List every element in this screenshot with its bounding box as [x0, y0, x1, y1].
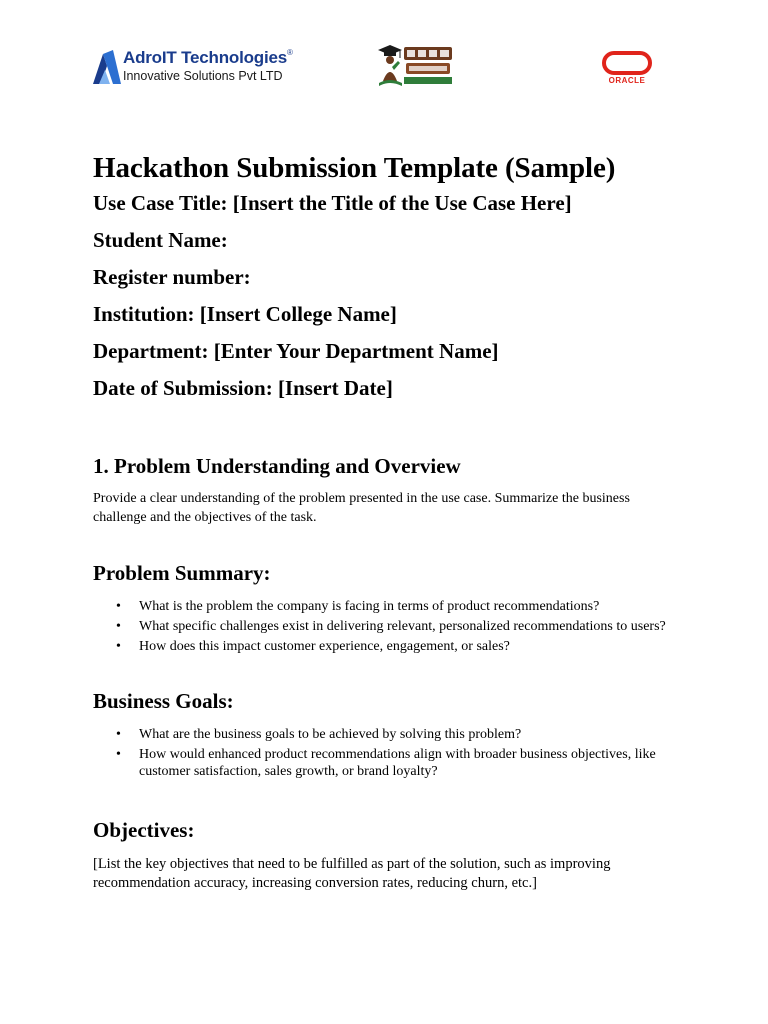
oracle-logo [601, 50, 653, 88]
oracle-ring-icon [601, 50, 653, 76]
list-item [93, 726, 683, 743]
oracle-wordmark: ORACLE [608, 76, 646, 85]
list-item [93, 598, 683, 615]
adroit-mark-icon [93, 50, 121, 84]
list-item-text: What specific challenges exist in delivering relevant, personalized recommendations to users? [139, 619, 666, 634]
department-line: Department: [Enter Your Department Name] [93, 339, 499, 363]
list-item-text: How does this impact customer experience, engagement, or sales? [139, 639, 510, 654]
problem-summary-heading: Problem Summary: [93, 561, 271, 585]
submission-details [93, 185, 683, 407]
adroit-logo [93, 46, 308, 90]
bullet-icon: • [116, 747, 121, 762]
problem-summary-list [93, 598, 683, 655]
section-intro: Provide a clear understanding of the problem presented in the use case. Summarize the business challenge and the objectives of the task. [93, 491, 630, 525]
register-number-line: Register number: [93, 265, 251, 289]
adroit-brand-name: AdroIT Technologies® [123, 48, 293, 67]
list-item-text: What is the problem the company is facing in terms of product recommendations? [139, 599, 600, 614]
submission-date-line: Date of Submission: [Insert Date] [93, 376, 393, 400]
institution-line: Institution: [Insert College Name] [93, 302, 397, 326]
bullet-icon: • [116, 727, 121, 742]
bullet-icon: • [116, 599, 121, 614]
adroit-tagline: Innovative Solutions Pvt LTD [123, 69, 283, 83]
business-goals-list [93, 726, 683, 780]
list-item [93, 618, 683, 635]
list-item [93, 638, 683, 655]
bullet-icon: • [116, 639, 121, 654]
document-body [93, 148, 683, 893]
section-heading-problem-understanding: 1. Problem Understanding and Overview [93, 454, 461, 478]
business-goals-heading: Business Goals: [93, 689, 234, 713]
page-title: Hackathon Submission Template (Sample) [93, 152, 616, 184]
use-case-title-line: Use Case Title: [Insert the Title of the Use Case Here] [93, 191, 572, 215]
list-item [93, 746, 683, 780]
naan-mudhalvan-logo-icon [376, 43, 456, 88]
objectives-text: [List the key objectives that need to be fulfilled as part of the solution, such as improving recommendation accuracy, increasing conversion rates, reducing churn, etc.] [93, 856, 611, 891]
list-item-text: How would enhanced product recommendations align with broader business objectives, like customer satisfaction, sales growth, or brand loyalty? [139, 747, 656, 779]
objectives-heading: Objectives: [93, 818, 195, 842]
student-name-line: Student Name: [93, 228, 228, 252]
list-item-text: What are the business goals to be achieved by solving this problem? [139, 727, 522, 742]
bullet-icon: • [116, 619, 121, 634]
